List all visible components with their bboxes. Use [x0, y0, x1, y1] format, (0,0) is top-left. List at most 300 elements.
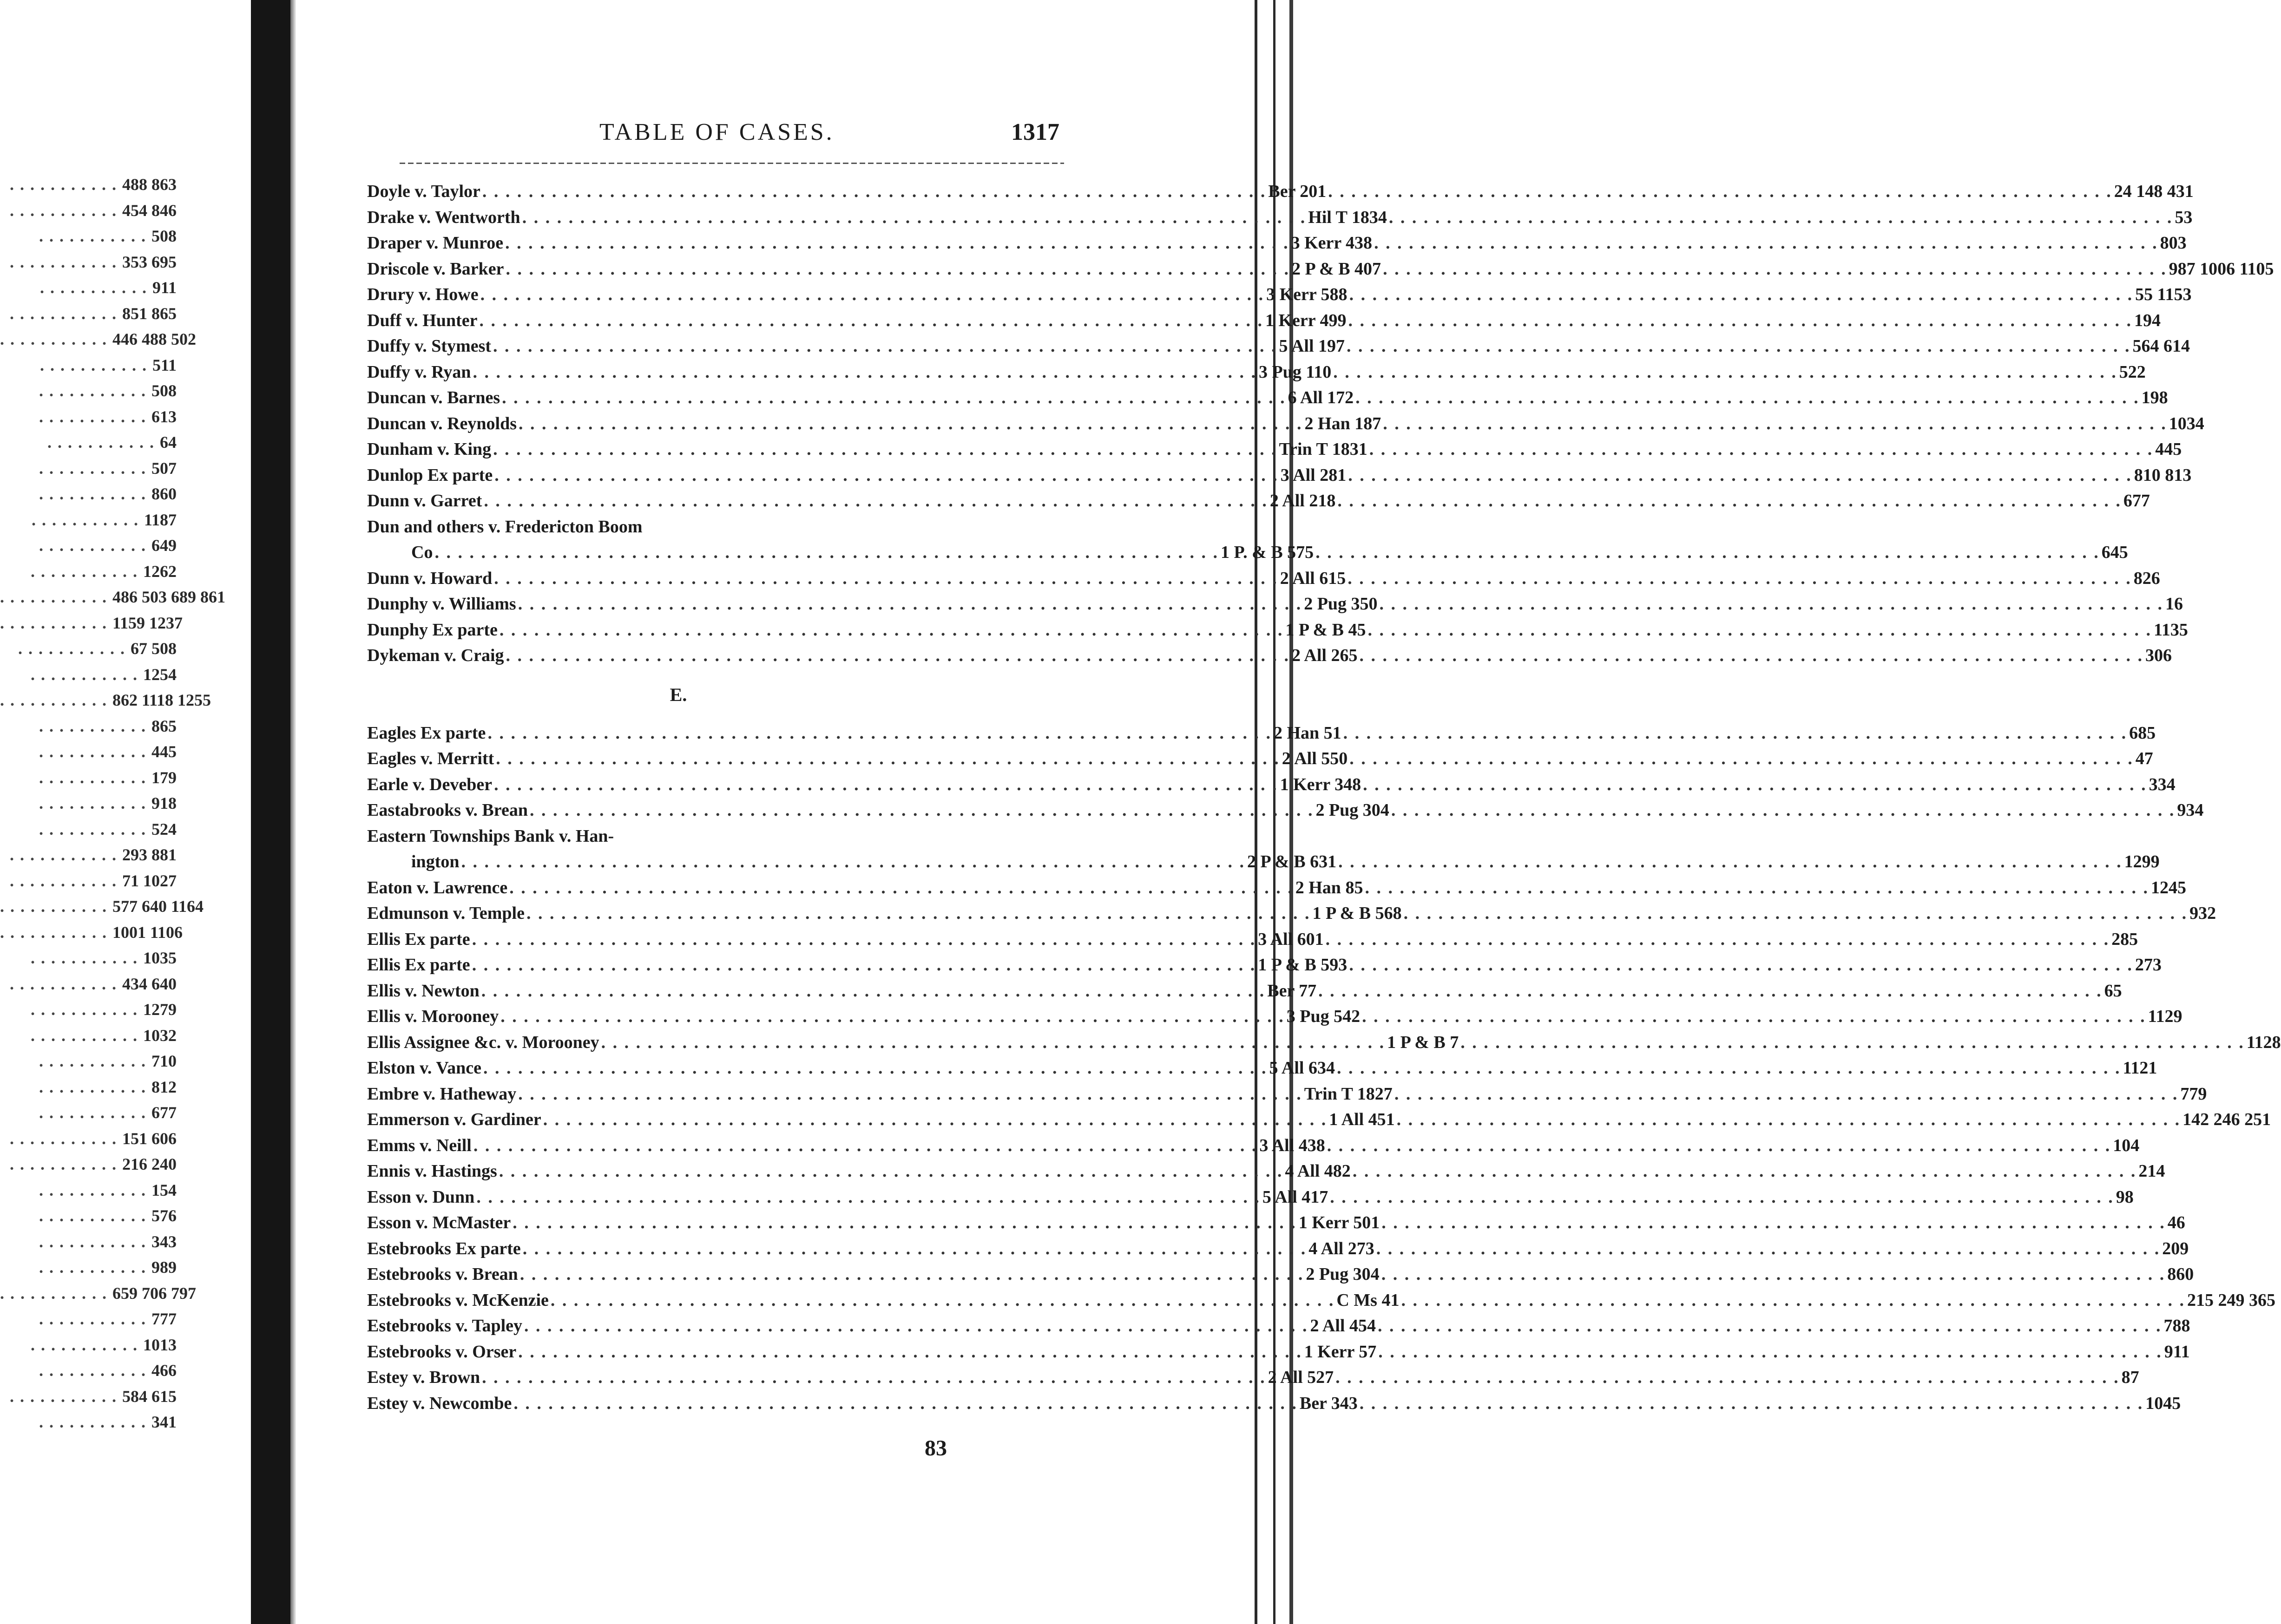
- case-name: Earle v. Deveber: [367, 774, 493, 794]
- dot-leader: [1367, 617, 2152, 643]
- case-name: Estebrooks v. Brean: [367, 1264, 518, 1284]
- dot-leader: . . . . . . . . . . .: [47, 433, 160, 452]
- dot-leader: . . . . . . . . . . .: [0, 613, 112, 632]
- report-citation: 2 All 550: [1282, 749, 1348, 768]
- dot-leader: [472, 952, 1256, 978]
- report-citation: 2 Pug 350: [1304, 594, 1378, 614]
- dot-leader: [499, 1159, 1283, 1185]
- facing-page-line: [0, 662, 177, 688]
- dot-leader: [1327, 1133, 2111, 1159]
- case-entry: [367, 591, 2183, 617]
- dot-leader: [493, 334, 1277, 360]
- dot-leader: [518, 1339, 1302, 1365]
- case-entry: [367, 875, 2186, 901]
- facing-page-line: [0, 688, 211, 714]
- dot-leader: [472, 927, 1256, 953]
- facing-page-numbers: 577 640 1164: [112, 897, 204, 916]
- facing-page-numbers: 576: [151, 1206, 177, 1225]
- page-references: 1135: [2153, 620, 2188, 640]
- dot-leader: [487, 720, 1272, 747]
- dot-leader: [1391, 798, 2176, 824]
- dot-leader: [480, 308, 1264, 334]
- dot-leader: [1338, 849, 2123, 875]
- report-citation: 5 All 417: [1262, 1187, 1328, 1207]
- dot-leader: [1347, 334, 2131, 360]
- case-name: ington: [411, 852, 460, 871]
- dot-leader: [551, 1288, 1335, 1314]
- dot-leader: . . . . . . . . . . .: [39, 1258, 151, 1277]
- dot-leader: [1397, 1107, 2181, 1133]
- dot-leader: [1401, 1288, 2185, 1314]
- dot-leader: [1326, 927, 2110, 953]
- case-entry: [367, 334, 2190, 360]
- facing-page-numbers: 1001 1106: [112, 923, 183, 942]
- page-references: 987 1006 1105: [2169, 259, 2274, 279]
- facing-page-line: [0, 1281, 196, 1307]
- facing-page-line: [0, 1203, 177, 1229]
- facing-page-numbers: 659 706 797: [112, 1283, 196, 1303]
- dot-leader: . . . . . . . . . . .: [39, 536, 151, 555]
- facing-page-numbers: 434 640: [122, 974, 177, 993]
- dot-leader: [476, 1185, 1261, 1211]
- facing-page-line: [0, 249, 177, 275]
- report-citation: 2 Han 51: [1273, 723, 1341, 743]
- facing-page-numbers: 989: [151, 1258, 177, 1277]
- dot-leader: [530, 798, 1314, 824]
- case-name: Drake v. Wentworth: [367, 207, 520, 227]
- facing-page-line: [0, 1100, 177, 1126]
- case-entry: [367, 488, 2150, 514]
- page-references: 98: [2116, 1187, 2134, 1207]
- facing-page-numbers: 466: [151, 1361, 177, 1380]
- dot-leader: [1380, 591, 2164, 617]
- case-name: Eagles Ex parte: [367, 723, 486, 743]
- facing-page-numbers: 710: [151, 1052, 177, 1070]
- facing-page-numbers: 584 615: [122, 1387, 177, 1406]
- case-entry: [367, 1133, 2140, 1159]
- dot-leader: [482, 179, 1267, 205]
- facing-page-numbers: 293 881: [122, 845, 177, 864]
- report-citation: 5 All 197: [1279, 336, 1345, 356]
- facing-page-line: [0, 327, 196, 353]
- report-citation: 1 P & B 568: [1312, 904, 1402, 923]
- case-entry: [367, 514, 1059, 540]
- report-citation: Trin T 1827: [1304, 1084, 1393, 1104]
- page-references: 685: [2129, 723, 2156, 743]
- page-references: 55 1153: [2135, 285, 2192, 304]
- facing-page-line: [0, 1074, 177, 1100]
- facing-page-numbers: 524: [151, 819, 177, 838]
- facing-page-numbers: 918: [151, 794, 177, 812]
- dot-leader: . . . . . . . . . . .: [39, 1361, 151, 1380]
- facing-page-numbers: 508: [151, 381, 177, 400]
- dot-leader: [1369, 437, 2154, 463]
- report-citation: 2 All 218: [1269, 491, 1336, 511]
- page-references: 1034: [2169, 413, 2204, 433]
- facing-page-numbers: 1254: [143, 665, 177, 684]
- dot-leader: . . . . . . . . . . .: [0, 923, 112, 942]
- facing-page-line: [0, 1306, 177, 1332]
- dot-leader: . . . . . . . . . . .: [39, 742, 151, 761]
- facing-page-numbers: 508: [151, 227, 177, 245]
- report-citation: 1 P. & B 575: [1220, 543, 1314, 562]
- page-references: 779: [2180, 1084, 2207, 1104]
- facing-page-line: [0, 791, 177, 817]
- page-number: 1317: [1011, 119, 1059, 145]
- page-references: 826: [2133, 568, 2160, 588]
- page-references: 87: [2121, 1368, 2139, 1387]
- case-entry: [367, 772, 2176, 798]
- facing-page-line: [0, 481, 177, 507]
- case-entry: [367, 1236, 2189, 1262]
- case-name: Dunlop Ex parte: [367, 465, 493, 485]
- case-entry: [367, 1391, 2181, 1417]
- case-entry: [367, 1288, 2275, 1314]
- report-citation: Ber 201: [1268, 182, 1327, 201]
- case-entry: [367, 1339, 2190, 1365]
- case-entry: [367, 230, 2187, 256]
- dot-leader: . . . . . . . . . . .: [31, 665, 143, 684]
- case-entry: [367, 1210, 2185, 1236]
- report-citation: 4 All 273: [1308, 1238, 1374, 1258]
- case-entry: [367, 617, 2188, 643]
- dot-leader: [1381, 1210, 2166, 1236]
- page-references: 911: [2164, 1342, 2190, 1362]
- dot-leader: . . . . . . . . . . .: [0, 588, 112, 606]
- dot-leader: [519, 411, 1303, 437]
- facing-page-line: [0, 610, 183, 636]
- facing-page-numbers: 151 606: [122, 1129, 177, 1148]
- case-entry: [367, 1030, 2281, 1056]
- dot-leader: [524, 1313, 1308, 1339]
- dot-leader: [509, 875, 1294, 901]
- case-name: Doyle v. Taylor: [367, 182, 480, 201]
- case-entry: [367, 308, 2161, 334]
- facing-page-line: [0, 1023, 177, 1049]
- dot-leader: [1349, 746, 2134, 772]
- case-name: Eastabrooks v. Brean: [367, 800, 528, 820]
- dot-leader: . . . . . . . . . . .: [10, 175, 122, 194]
- dot-leader: . . . . . . . . . . .: [31, 510, 144, 529]
- report-citation: 1 Kerr 348: [1280, 774, 1361, 794]
- case-name: Ellis v. Morooney: [367, 1007, 499, 1026]
- dot-leader: [1337, 1055, 2121, 1081]
- facing-page-numbers: 64: [160, 433, 177, 452]
- page-references: 1121: [2123, 1058, 2157, 1078]
- facing-page-fragment: [0, 172, 225, 1435]
- case-name: Estebrooks v. McKenzie: [367, 1290, 549, 1310]
- facing-page-numbers: 613: [151, 407, 177, 426]
- case-entry: [367, 385, 2168, 411]
- report-citation: 1 P & B 593: [1258, 955, 1348, 975]
- dot-leader: [1315, 540, 2100, 566]
- report-citation: 3 All 601: [1258, 929, 1324, 949]
- facing-page-line: [0, 945, 177, 971]
- dot-leader: [1365, 875, 2149, 901]
- case-entry: [367, 282, 2192, 308]
- case-name: Dun and others v. Fredericton Boom: [367, 517, 643, 537]
- dot-leader: [493, 437, 1277, 463]
- dot-leader: [484, 488, 1268, 514]
- case-name: Ellis Ex parte: [367, 955, 470, 975]
- dot-leader: [601, 1030, 1386, 1056]
- case-name: Dunn v. Garret: [367, 491, 482, 511]
- case-entry: [367, 720, 2156, 747]
- facing-page-numbers: 454 846: [122, 201, 177, 220]
- report-citation: 3 Pug 542: [1286, 1007, 1361, 1026]
- case-entry: [367, 360, 2146, 386]
- case-entry: [367, 978, 2122, 1004]
- page-header: [599, 118, 1064, 156]
- facing-page-line: [0, 223, 177, 249]
- facing-page-line: [0, 1048, 177, 1074]
- page-title: TABLE OF CASES.: [599, 119, 835, 145]
- facing-page-numbers: 507: [151, 458, 177, 478]
- dot-leader: . . . . . . . . . . .: [39, 794, 151, 812]
- case-name: Emms v. Neill: [367, 1135, 472, 1155]
- dot-leader: [1376, 1236, 2161, 1262]
- case-name: Eagles v. Merritt: [367, 749, 494, 768]
- page-references: 198: [2141, 388, 2168, 407]
- page-references: 1128: [2246, 1032, 2281, 1052]
- dot-leader: [522, 205, 1307, 231]
- dot-leader: . . . . . . . . . . .: [39, 278, 152, 297]
- report-citation: 2 Han 85: [1295, 877, 1363, 897]
- dot-leader: [520, 1262, 1304, 1288]
- page-references: 215 249 365: [2187, 1290, 2275, 1310]
- case-name: Estebrooks v. Orser: [367, 1342, 517, 1362]
- page-references: 934: [2177, 800, 2204, 820]
- case-entry: [367, 952, 2162, 978]
- facing-page-line: [0, 404, 177, 430]
- dot-leader: . . . . . . . . . . .: [39, 1206, 151, 1225]
- facing-page-line: [0, 714, 177, 740]
- report-citation: 1 Kerr 501: [1298, 1213, 1380, 1232]
- case-name: Ellis v. Newton: [367, 981, 480, 1001]
- dot-leader: [1362, 1004, 2146, 1030]
- dot-leader: . . . . . . . . . . .: [39, 1052, 151, 1070]
- report-citation: 1 Kerr 499: [1265, 310, 1347, 330]
- dot-leader: [513, 1210, 1297, 1236]
- dot-leader: [518, 591, 1302, 617]
- case-entry: [367, 1107, 2271, 1133]
- facing-page-numbers: 353 695: [122, 252, 177, 271]
- case-name: Duffy v. Stymest: [367, 336, 492, 356]
- dot-leader: [1328, 179, 2112, 205]
- dot-leader: [494, 566, 1278, 592]
- dot-leader: [480, 282, 1265, 308]
- facing-page-line: [0, 378, 177, 404]
- facing-page-numbers: 1035: [143, 949, 177, 967]
- case-entry: [367, 643, 2172, 669]
- dot-leader: . . . . . . . . . . .: [10, 845, 122, 864]
- facing-page-line: [0, 739, 177, 765]
- case-entry: [367, 1159, 2165, 1185]
- facing-page-line: [0, 765, 177, 791]
- dot-leader: [526, 901, 1311, 927]
- facing-page-line: [0, 1332, 177, 1358]
- dot-leader: [1460, 1030, 2245, 1056]
- facing-page-numbers: 1279: [143, 1000, 177, 1019]
- dot-leader: . . . . . . . . . . .: [10, 201, 122, 220]
- facing-page-line: [0, 1255, 177, 1281]
- report-citation: 2 All 454: [1310, 1316, 1376, 1336]
- facing-page-line: [0, 1126, 177, 1152]
- facing-page-numbers: 1013: [143, 1335, 177, 1354]
- case-entry: [367, 1055, 2157, 1081]
- facing-page-numbers: 446 488 502: [112, 330, 196, 348]
- page-references: 273: [2135, 955, 2162, 975]
- case-entry: [367, 256, 2274, 282]
- dot-leader: [1363, 772, 2147, 798]
- case-entry: [367, 927, 2138, 953]
- dot-leader: . . . . . . . . . . .: [10, 252, 122, 271]
- case-name: Driscole v. Barker: [367, 259, 504, 279]
- page-references: 285: [2111, 929, 2138, 949]
- case-name: Duff v. Hunter: [367, 310, 478, 330]
- page-references: 24 148 431: [2114, 182, 2194, 201]
- dot-leader: [1383, 256, 2167, 282]
- case-entry: [367, 798, 2204, 824]
- case-name: Draper v. Munroe: [367, 233, 504, 253]
- facing-page-line: [0, 301, 177, 327]
- dot-leader: [1381, 1262, 2166, 1288]
- page-references: 810 813: [2134, 465, 2192, 485]
- dot-leader: [1349, 282, 2134, 308]
- dot-leader: [1383, 411, 2167, 437]
- dot-leader: [506, 643, 1290, 669]
- dot-leader: . . . . . . . . . . .: [0, 330, 112, 348]
- dot-leader: . . . . . . . . . . .: [0, 1283, 112, 1303]
- facing-page-line: [0, 353, 177, 379]
- report-citation: 2 Han 187: [1304, 413, 1381, 433]
- case-name: Estey v. Brown: [367, 1368, 480, 1387]
- facing-page-line: [0, 275, 177, 301]
- dot-leader: . . . . . . . . . . .: [31, 562, 143, 581]
- facing-page-line: [0, 1152, 177, 1178]
- case-entry: [367, 824, 1059, 850]
- report-citation: 2 P & B 631: [1247, 852, 1337, 871]
- dot-leader: [513, 1391, 1298, 1417]
- facing-page-line: [0, 920, 183, 946]
- case-entry: [367, 1262, 2194, 1288]
- dot-leader: . . . . . . . . . . .: [39, 1232, 151, 1251]
- dot-leader: [1394, 1081, 2179, 1107]
- dot-leader: [1348, 463, 2132, 489]
- dot-leader: . . . . . . . . . . .: [39, 1077, 151, 1096]
- case-name: Embre v. Hatheway: [367, 1084, 517, 1104]
- dot-leader: . . . . . . . . . . .: [0, 897, 112, 916]
- dot-leader: . . . . . . . . . . .: [39, 1413, 151, 1431]
- case-name: Co: [411, 543, 433, 562]
- facing-page-numbers: 649: [151, 536, 177, 555]
- dot-leader: . . . . . . . . . . .: [39, 485, 151, 503]
- report-citation: 3 All 438: [1259, 1135, 1325, 1155]
- dot-leader: [500, 617, 1284, 643]
- section-letter: E.: [670, 684, 687, 705]
- dot-leader: [1348, 308, 2132, 334]
- gutter-shadow: [290, 0, 296, 1624]
- case-name: Duncan v. Barnes: [367, 388, 500, 407]
- facing-page-line: [0, 1409, 177, 1435]
- facing-page-numbers: 777: [151, 1310, 177, 1328]
- dot-leader: [1330, 1185, 2114, 1211]
- case-entry: [367, 1313, 2190, 1339]
- header-rule: [400, 163, 1064, 164]
- page-references: 445: [2155, 439, 2182, 459]
- dot-leader: [481, 978, 1266, 1004]
- dot-leader: [494, 772, 1278, 798]
- case-entry: [367, 179, 2194, 205]
- case-name: Duffy v. Ryan: [367, 362, 471, 382]
- page-references: 677: [2123, 491, 2150, 511]
- dot-leader: . . . . . . . . . . .: [39, 227, 151, 245]
- facing-page-numbers: 67 508: [131, 639, 177, 658]
- case-name: Dunn v. Howard: [367, 568, 493, 588]
- facing-page-numbers: 179: [151, 768, 177, 787]
- facing-page-line: [0, 636, 177, 662]
- dot-leader: . . . . . . . . . . .: [39, 1310, 151, 1328]
- dot-leader: [1348, 566, 2132, 592]
- dot-leader: [494, 463, 1279, 489]
- facing-page-line: [0, 868, 177, 894]
- facing-page-numbers: 343: [151, 1232, 177, 1251]
- facing-page-line: [0, 584, 225, 610]
- case-name: Ennis v. Hastings: [367, 1161, 497, 1181]
- dot-leader: . . . . . . . . . . .: [10, 1387, 122, 1406]
- case-name: Emmerson v. Gardiner: [367, 1110, 541, 1129]
- case-entry: [367, 205, 2193, 231]
- case-name: Dunham v. King: [367, 439, 492, 459]
- report-citation: 5 All 634: [1269, 1058, 1335, 1078]
- facing-page-line: [0, 430, 177, 456]
- case-name: Esson v. Dunn: [367, 1187, 475, 1207]
- dot-leader: [1404, 901, 2188, 927]
- report-citation: 6 All 172: [1288, 388, 1354, 407]
- report-citation: 2 All 615: [1280, 568, 1346, 588]
- facing-page-numbers: 1032: [143, 1026, 177, 1045]
- report-citation: 3 Kerr 438: [1291, 233, 1373, 253]
- dot-leader: . . . . . . . . . . .: [18, 639, 131, 658]
- page-references: 803: [2160, 233, 2187, 253]
- case-entry: [367, 411, 2204, 437]
- dot-leader: [482, 1365, 1266, 1391]
- facing-page-numbers: 860: [151, 485, 177, 503]
- case-entry: [367, 901, 2216, 927]
- page-references: 1299: [2124, 852, 2160, 871]
- facing-page-line: [0, 817, 177, 843]
- facing-page-numbers: 1159 1237: [112, 613, 183, 632]
- dot-leader: . . . . . . . . . . .: [39, 407, 151, 426]
- report-citation: 3 Pug 110: [1259, 362, 1332, 382]
- facing-page-numbers: 851 865: [122, 304, 177, 323]
- facing-page-line: [0, 1229, 177, 1255]
- report-citation: 1 All 451: [1329, 1110, 1395, 1129]
- facing-page-line: [0, 971, 177, 997]
- dot-leader: . . . . . . . . . . .: [10, 871, 122, 890]
- facing-page-numbers: 677: [151, 1103, 177, 1122]
- dot-leader: . . . . . . . . . . .: [39, 768, 151, 787]
- facing-page-line: [0, 1358, 177, 1384]
- case-name: Estey v. Newcombe: [367, 1393, 512, 1413]
- case-name: Esson v. McMaster: [367, 1213, 511, 1232]
- page-references: 788: [2163, 1316, 2190, 1336]
- facing-page-numbers: 862 1118 1255: [112, 691, 211, 709]
- dot-leader: [1378, 1339, 2163, 1365]
- page-references: 104: [2113, 1135, 2140, 1155]
- case-name: Drury v. Howe: [367, 285, 479, 304]
- case-entry: [367, 746, 2153, 772]
